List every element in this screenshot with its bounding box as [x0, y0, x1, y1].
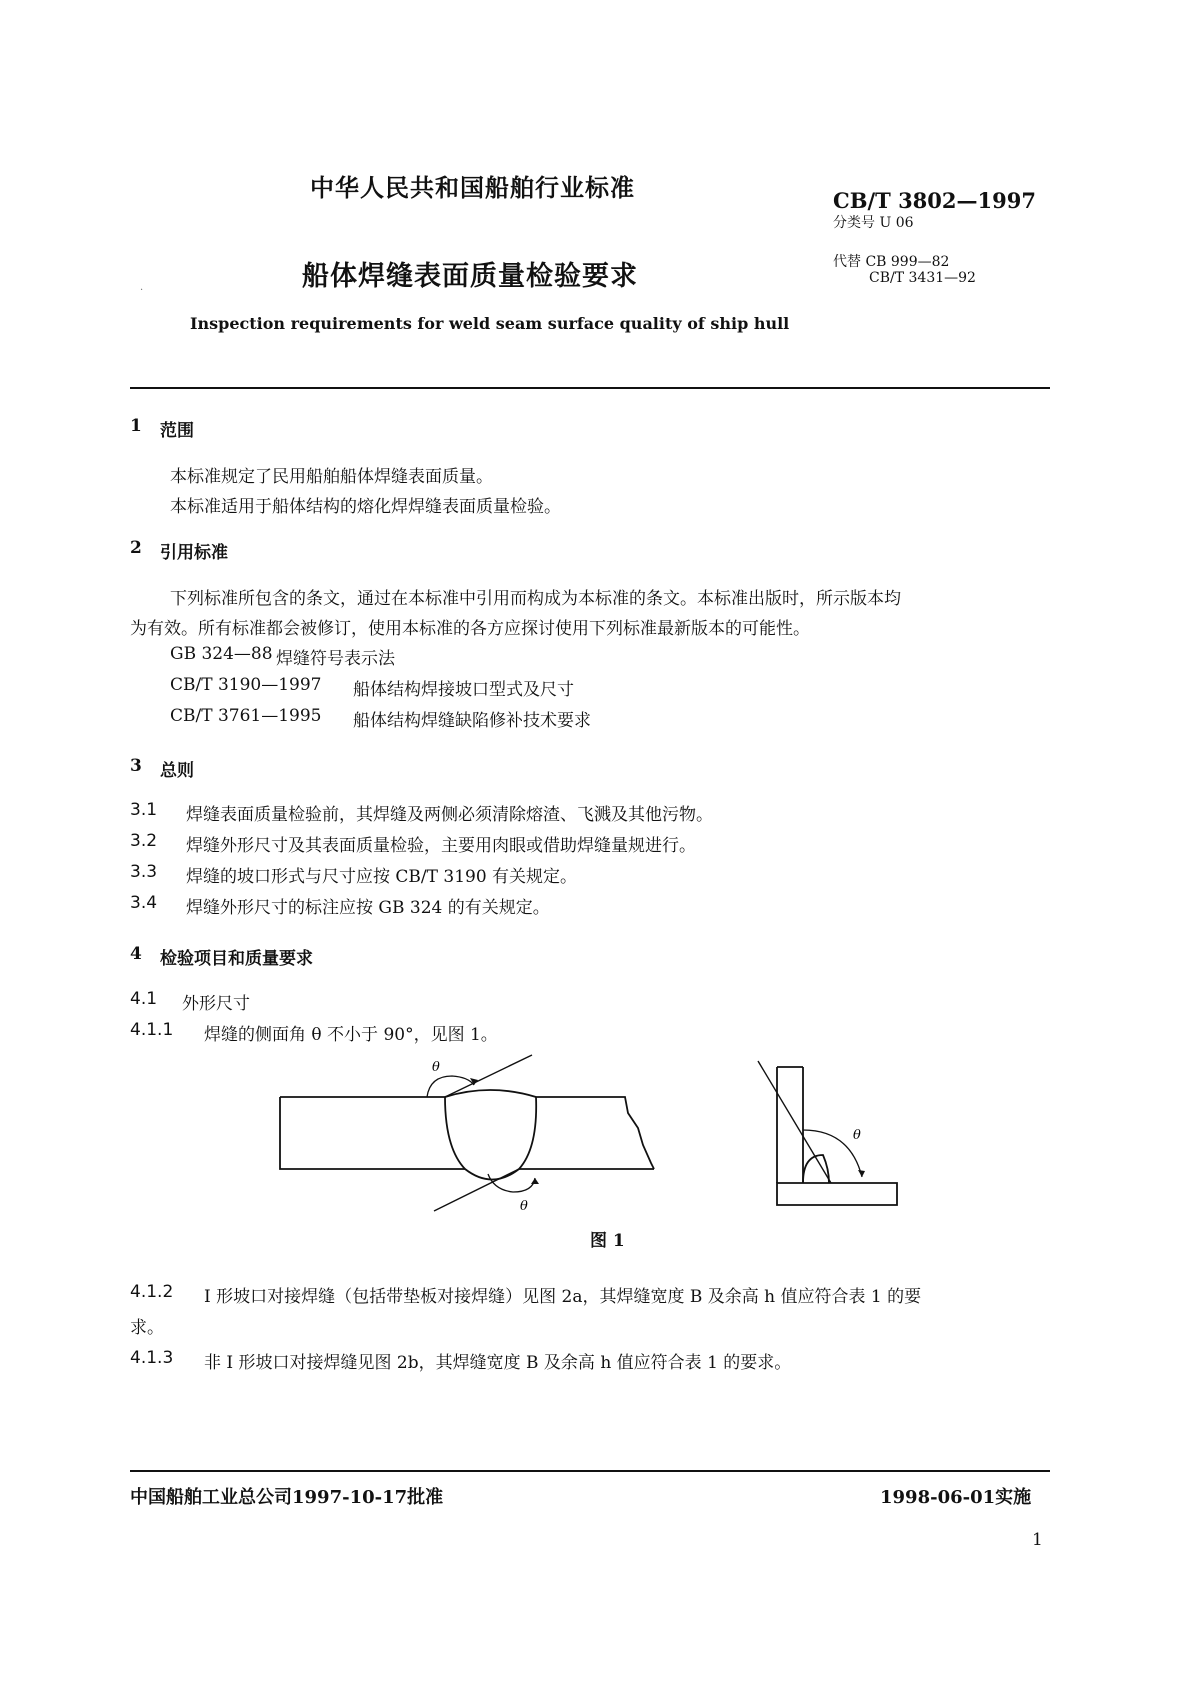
section-2-paragraph-line-2: 为有效。所有标准都会被修订，使用本标准的各方应探讨使用下列标准最新版本的可能性。 — [130, 619, 810, 639]
theta-symbol: θ — [432, 1060, 440, 1075]
clause-text: 非 I 形坡口对接焊缝见图 2b，其焊缝宽度 B 及余高 h 值应符合表 1 的要求。 — [204, 1353, 792, 1373]
section-4-title: 检验项目和质量要求 — [160, 949, 313, 969]
clause-text: 焊缝外形尺寸的标注应按 GB 324 的有关规定。 — [186, 898, 550, 918]
clause-text: 焊缝的侧面角 θ 不小于 90°，见图 1。 — [204, 1025, 498, 1045]
reference-code: GB 324—88 — [170, 644, 273, 664]
issuer-title: 中华人民共和国船舶行业标准 — [310, 173, 635, 202]
section-2-number: 2 — [130, 538, 142, 558]
clause-number: 3.2 — [130, 831, 158, 851]
section-2-title: 引用标准 — [160, 543, 228, 563]
effective-date: 1998-06-01实施 — [880, 1487, 1032, 1508]
theta-symbol: θ — [520, 1199, 528, 1214]
clause-text: I 形坡口对接焊缝（包括带垫板对接焊缝）见图 2a，其焊缝宽度 B 及余高 h 值应符合表 1 的要 — [204, 1287, 922, 1307]
english-title: Inspection requirements for weld seam surface quality of ship hull — [190, 314, 790, 333]
clause-number: 3.1 — [130, 800, 158, 820]
section-1-paragraph-2: 本标准适用于船体结构的熔化焊焊缝表面质量检验。 — [170, 497, 561, 517]
footer-divider — [130, 1470, 1050, 1472]
standard-code: CB/T 3802—1997 — [833, 188, 1036, 213]
approval-statement: 中国船舶工业总公司1997-10-17批准 — [130, 1487, 444, 1508]
document-title: 船体焊缝表面质量检验要求 — [302, 261, 638, 292]
section-1-title: 范围 — [160, 421, 194, 441]
reference-name: 焊缝符号表示法 — [276, 649, 395, 669]
clause-text: 焊缝外形尺寸及其表面质量检验，主要用肉眼或借助焊缝量规进行。 — [186, 836, 696, 856]
clause-number: 3.3 — [130, 862, 158, 882]
clause-text-continued: 求。 — [130, 1318, 164, 1338]
theta-symbol: θ — [853, 1128, 861, 1143]
clause-text: 焊缝表面质量检验前，其焊缝及两侧必须清除熔渣、飞溅及其他污物。 — [186, 805, 713, 825]
clause-text: 焊缝的坡口形式与尺寸应按 CB/T 3190 有关规定。 — [186, 867, 578, 887]
section-1-number: 1 — [130, 416, 142, 436]
clause-number: 4.1.1 — [130, 1020, 174, 1040]
clause-number: 4.1.2 — [130, 1282, 174, 1302]
clause-title: 外形尺寸 — [182, 994, 250, 1014]
section-4-number: 4 — [130, 944, 142, 964]
clause-number: 4.1 — [130, 989, 158, 1009]
section-3-number: 3 — [130, 756, 142, 776]
reference-code: CB/T 3190—1997 — [170, 675, 322, 695]
section-2-paragraph-line-1: 下列标准所包含的条文，通过在本标准中引用而构成为本标准的条文。本标准出版时，所示版本均 — [170, 589, 901, 609]
page-number: 1 — [1032, 1530, 1043, 1550]
reference-name: 船体结构焊接坡口型式及尺寸 — [353, 680, 574, 700]
classification-number: 分类号 U 06 — [833, 215, 914, 231]
section-3-title: 总则 — [160, 761, 194, 781]
clause-number: 3.4 — [130, 893, 158, 913]
replaces-standard-1: 代替 CB 999—82 — [833, 254, 950, 270]
replaces-standard-2: CB/T 3431—92 — [869, 270, 976, 286]
section-1-paragraph-1: 本标准规定了民用船舶船体焊缝表面质量。 — [170, 467, 493, 487]
figure-1-label: 图 1 — [590, 1231, 625, 1251]
stray-mark: · — [140, 285, 144, 296]
reference-code: CB/T 3761—1995 — [170, 706, 322, 726]
reference-name: 船体结构焊缝缺陷修补技术要求 — [353, 711, 591, 731]
clause-number: 4.1.3 — [130, 1348, 174, 1368]
